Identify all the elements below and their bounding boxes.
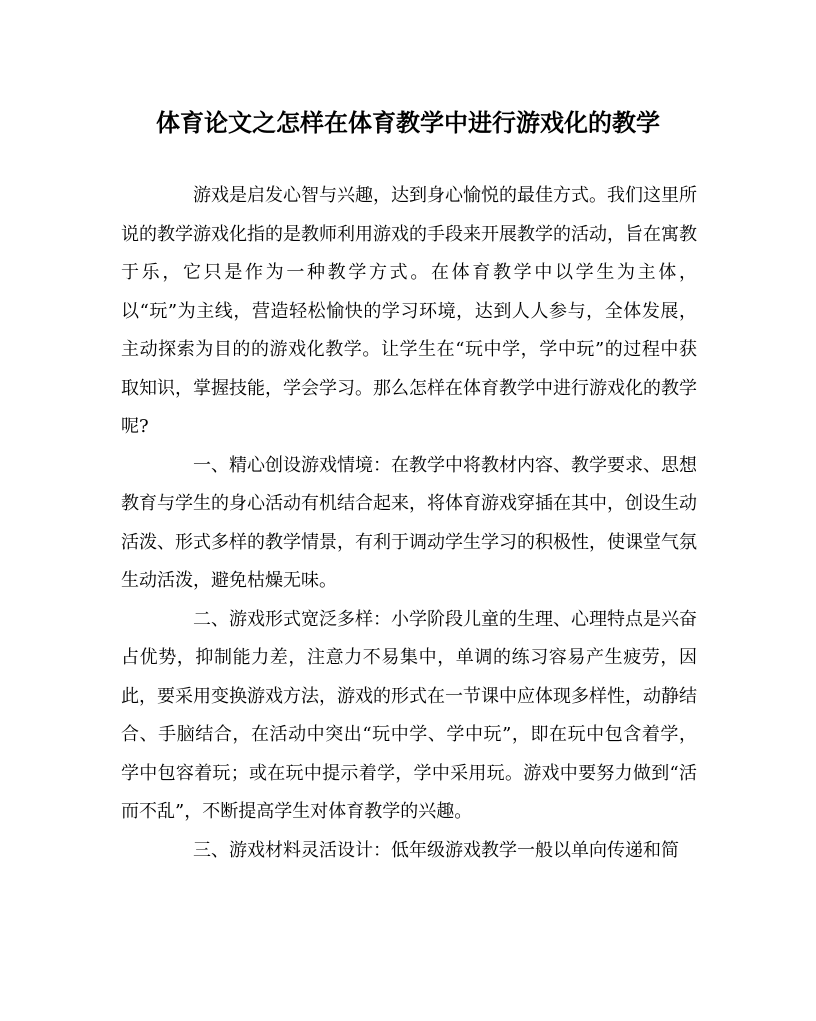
document-body <box>121 177 697 870</box>
paragraph-intro: 游戏是启发心智与兴趣，达到身心愉悦的最佳方式。我们这里所说的教学游戏化指的是教师利用游戏的手段来开展教学的活动，旨在寓教于乐，它只是作为一种教学方式。在体育教学中以学生为主体，以“玩”为主线，营造轻松愉快的学习环境，达到人人参与，全体发展，主动探索为目的的游戏化教学。让学生在“玩中学，学中玩”的过程中获取知识，掌握技能，学会学习。那么怎样在体育教学中进行游戏化的教学呢? <box>121 185 697 437</box>
paragraph-section-1: 一、精心创设游戏情境：在教学中将教材内容、教学要求、思想教育与学生的身心活动有机结合起来，将体育游戏穿插在其中，创设生动活泼、形式多样的教学情景，有利于调动学生学习的积极性，使课堂气氛生动活泼，避免枯燥无味。 <box>121 454 697 591</box>
paragraph-section-2: 二、游戏形式宽泛多样：小学阶段儿童的生理、心理特点是兴奋占优势，抑制能力差，注意力不易集中，单调的练习容易产生疲劳，因此，要采用变换游戏方法，游戏的形式在一节课中应体现多样性，动静结合、手脑结合，在活动中突出“玩中学、学中玩”，即在玩中包含着学，学中包容着玩；或在玩中提示着学，学中采用玩。游戏中要努力做到“活而不乱”，不断提高学生对体育教学的兴趣。 <box>121 608 697 822</box>
paragraph-section-3: 三、游戏材料灵活设计：低年级游戏教学一般以单向传递和简 <box>193 839 679 861</box>
document-title: 体育论文之怎样在体育教学中进行游戏化的教学 <box>156 108 660 137</box>
